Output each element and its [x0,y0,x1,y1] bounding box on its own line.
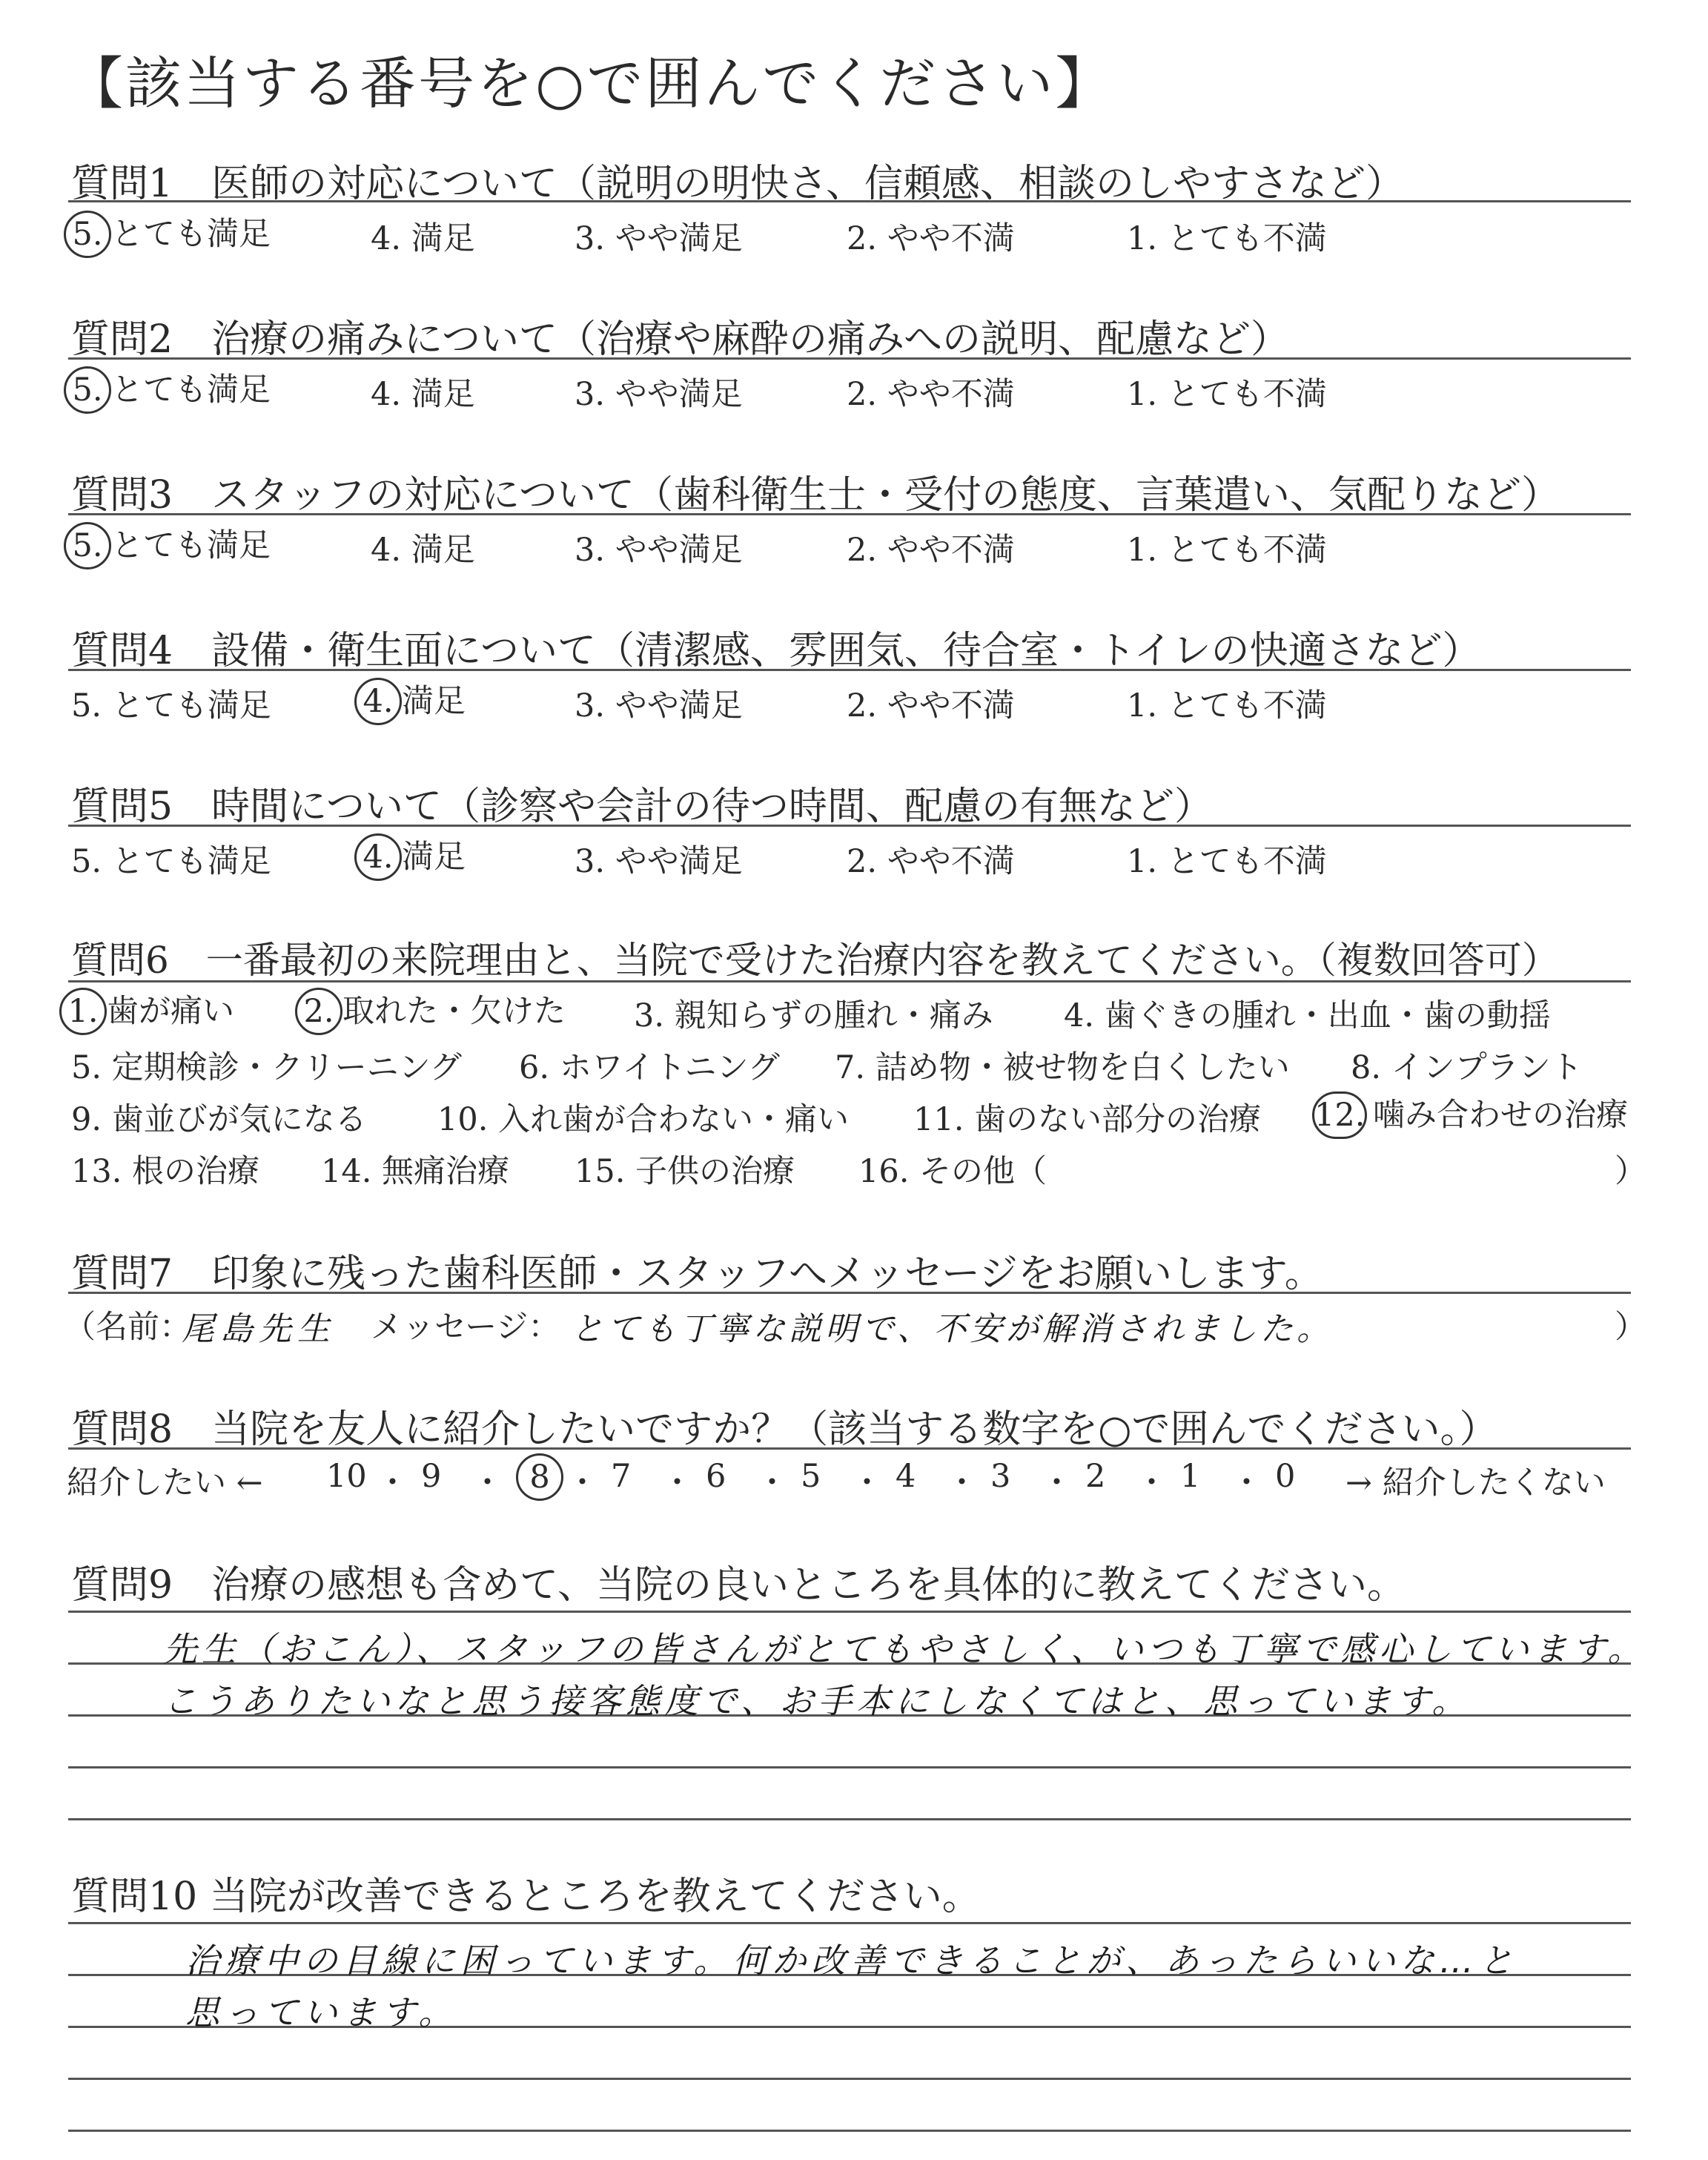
q8-rule [68,1447,1631,1450]
q6-option-3[interactable]: 3. 親知らずの腫れ・痛み [634,997,993,1034]
q7-close-paren: ） [1615,1309,1646,1346]
q8-scale-separator: ・ [946,1464,978,1502]
q8-scale-0[interactable]: 0 [1275,1458,1296,1495]
q2-option-4[interactable]: 4. 満足 [371,376,475,413]
q2-option-2[interactable]: 2. やや不満 [847,376,1015,413]
q8-scale-5[interactable]: 5 [801,1458,821,1495]
q9-line-5 [68,1818,1631,1820]
q3-title: 質問3 スタッフの対応について（歯科衛生士・受付の態度、言葉遣い、気配りなど） [71,473,1560,518]
q6-option-13[interactable]: 13. 根の治療 [71,1153,260,1190]
q3-option-3[interactable]: 3. やや満足 [575,532,743,569]
q6-option-8[interactable]: 8. インプラント [1351,1049,1583,1086]
q6-rule [68,980,1631,982]
selection-circle: 8 [516,1453,563,1501]
q4-option-2[interactable]: 2. やや不満 [847,687,1015,724]
q3-option-2[interactable]: 2. やや不満 [847,532,1015,569]
q7-name-label: （名前： [64,1309,191,1346]
q8-scale-separator: ・ [1041,1464,1073,1502]
q8-scale-3[interactable]: 3 [990,1458,1011,1495]
q4-option-3[interactable]: 3. やや満足 [575,687,743,724]
q6-option-14[interactable]: 14. 無痛治療 [321,1153,510,1190]
page-header: 【該当する番号を○で囲んでください】 [67,50,1114,116]
q6-option-15[interactable]: 15. 子供の治療 [575,1153,795,1190]
q8-scale-separator: ・ [756,1464,788,1502]
q7-title: 質問7 印象に残った歯科医師・スタッフへメッセージをお願いします。 [71,1252,1323,1296]
q9-title: 質問9 治療の感想も含めて、当院の良いところを具体的に教えてください。 [71,1563,1406,1608]
q6-option-7[interactable]: 7. 詰め物・被せ物を白くしたい [835,1049,1290,1086]
q6-other-close-paren: ） [1615,1153,1646,1190]
q8-scale-separator: ・ [1136,1464,1168,1502]
q8-right-label: → 紹介したくない [1345,1464,1606,1502]
q3-option-1[interactable]: 1. とても不満 [1127,532,1327,569]
q5-option-3[interactable]: 3. やや満足 [575,843,743,880]
q6-option-12[interactable]: 12. 噛み合わせの治療 [1312,1090,1628,1139]
q6-option-4[interactable]: 4. 歯ぐきの腫れ・出血・歯の動揺 [1064,997,1551,1034]
q3-option-5[interactable]: 5. とても満足 [64,521,271,569]
q7-message-label: メッセージ： [371,1309,560,1346]
q8-scale-2[interactable]: 2 [1085,1458,1106,1495]
q5-rule [68,825,1631,827]
q1-option-5[interactable]: 5. とても満足 [64,209,271,258]
q8-scale-separator: ・ [471,1464,503,1502]
q1-option-2[interactable]: 2. やや不満 [847,220,1015,257]
q3-option-4[interactable]: 4. 満足 [371,532,475,569]
q10-answer-line-1[interactable]: 治療中の目線に困っています。何か改善できることが、あったらいいな…と [185,1941,1518,1981]
q8-title: 質問8 当院を友人に紹介したいですか？（該当する数字を○で囲んでください。） [71,1407,1498,1452]
q1-option-3[interactable]: 3. やや満足 [575,220,743,257]
q8-scale-10[interactable]: 10 [326,1458,367,1495]
q10-line-4 [68,2078,1631,2080]
q6-option-11[interactable]: 11. 歯のない部分の治療 [913,1101,1262,1138]
q6-option-9[interactable]: 9. 歯並びが気になる [71,1101,367,1138]
q8-scale-1[interactable]: 1 [1180,1458,1201,1495]
q6-option-16[interactable]: 16. その他（ [858,1153,1047,1190]
q5-option-1[interactable]: 1. とても不満 [1127,843,1327,880]
q1-title: 質問1 医師の対応について（説明の明快さ、信頼感、相談のしやすさなど） [71,162,1404,206]
q7-message-value[interactable]: とても丁寧な説明で、不安が解消されました。 [571,1310,1334,1348]
q8-scale-separator: ・ [566,1464,598,1502]
q3-rule [68,513,1631,515]
q4-option-5[interactable]: 5. とても満足 [71,687,271,724]
selection-circle: 5. [64,366,111,414]
q7-rule [68,1292,1631,1294]
q5-title: 質問5 時間について（診察や会計の待つ時間、配慮の有無など） [71,785,1214,829]
q5-option-4[interactable]: 4. 満足 [354,832,466,881]
q9-line-1 [68,1611,1631,1613]
q10-answer-line-2[interactable]: 思っています。 [185,1992,458,2032]
selection-circle: 4. [354,833,402,881]
q6-option-5[interactable]: 5. 定期検診・クリーニング [71,1049,462,1086]
q5-option-5[interactable]: 5. とても満足 [71,843,271,880]
q6-option-2[interactable]: 2. 取れた・欠けた [295,986,566,1035]
q8-scale-separator: ・ [1231,1464,1262,1502]
q1-option-1[interactable]: 1. とても不満 [1127,220,1327,257]
q6-option-6[interactable]: 6. ホワイトニング [519,1049,780,1086]
q4-title: 質問4 設備・衛生面について（清潔感、雰囲気、待合室・トイレの快適さなど） [71,629,1481,673]
q8-scale-8[interactable] [516,1453,563,1501]
q8-scale-separator: ・ [377,1464,408,1502]
q2-rule [68,357,1631,360]
q2-option-5[interactable]: 5. とても満足 [64,365,271,414]
q8-scale-separator: ・ [661,1464,693,1502]
q2-option-1[interactable]: 1. とても不満 [1127,376,1327,413]
q6-option-10[interactable]: 10. 入れ歯が合わない・痛い [437,1101,850,1138]
selection-circle: 5. [64,522,111,569]
q8-scale-7[interactable]: 7 [611,1458,632,1495]
q2-title: 質問2 治療の痛みについて（治療や麻酔の痛みへの説明、配慮など） [71,317,1290,362]
q10-title: 質問10 当院が改善できるところを教えてください。 [71,1875,981,1919]
q8-scale-6[interactable]: 6 [706,1458,726,1495]
q5-option-2[interactable]: 2. やや不満 [847,843,1015,880]
q4-rule [68,669,1631,671]
selection-circle: 1. [59,988,107,1035]
q9-answer-line-1[interactable]: 先生（おこん）、スタッフの皆さんがとてもやさしく、いつも丁寧で感心しています。 [163,1629,1646,1669]
q8-scale-9[interactable]: 9 [421,1458,442,1495]
q9-answer-line-2[interactable]: こうありたいなと思う接客態度で、お手本にしなくてはと、思っています。 [163,1681,1471,1721]
q8-left-label: 紹介したい ← [67,1464,263,1502]
q6-title: 質問6 一番最初の来院理由と、当院で受けた治療内容を教えてください。（複数回答可） [71,939,1559,982]
q8-scale-separator: ・ [851,1464,883,1502]
q8-scale-4[interactable]: 4 [896,1458,916,1495]
selection-circle: 2. [295,988,342,1035]
q6-option-1[interactable]: 1. 歯が痛い [59,986,234,1035]
q4-option-4[interactable]: 4. 満足 [354,676,466,725]
q1-option-4[interactable]: 4. 満足 [371,220,475,257]
q10-line-1 [68,1922,1631,1924]
q10-line-5 [68,2130,1631,2132]
q7-name-value[interactable]: 尾島先生 [182,1310,336,1348]
selection-circle: 12. [1312,1091,1367,1139]
q9-line-4 [68,1766,1631,1768]
q4-option-1[interactable]: 1. とても不満 [1127,687,1327,724]
q2-option-3[interactable]: 3. やや満足 [575,376,743,413]
selection-circle: 5. [64,211,111,258]
selection-circle: 4. [354,678,402,725]
q1-rule [68,200,1631,202]
